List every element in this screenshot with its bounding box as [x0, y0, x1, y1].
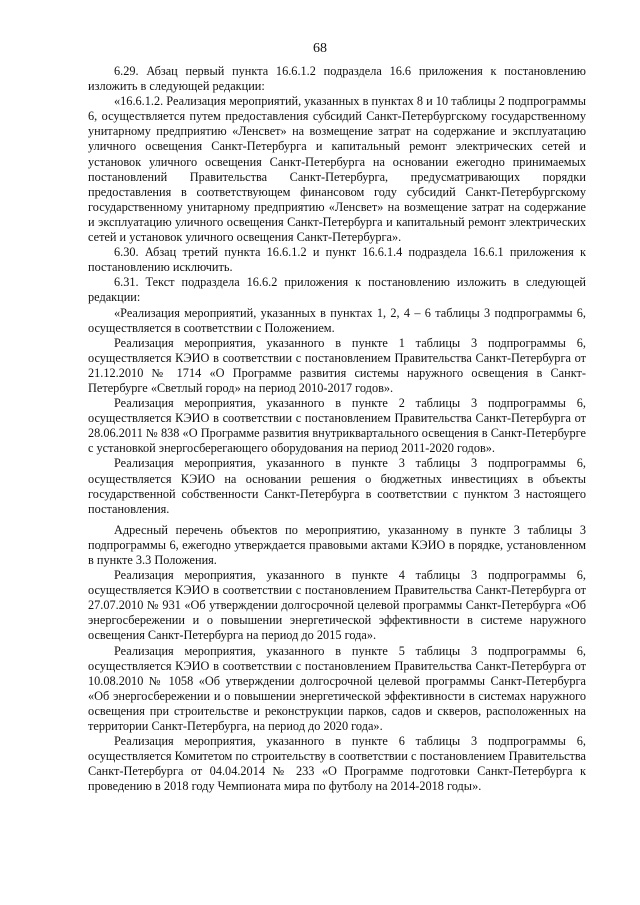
paragraph-measure-2: Реализация мероприятия, указанного в пункте 2 таблицы 3 подпрограммы 6, осуществляется КЭИО в соответствии с постановлением Правительства Санкт-Петербурга от 28.06.2011 № 838 «О Программе развития внутриквартального освещения в Санкт-Петербурге с установкой энергосберегающего оборудования на период 2011-2020 годов». [88, 396, 586, 456]
document-body [88, 64, 586, 795]
paragraph-measure-5: Реализация мероприятия, указанного в пункте 5 таблицы 3 подпрограммы 6, осуществляется КЭИО в соответствии с постановлением Правительства Санкт-Петербурга от 10.08.2010 № 1058 «Об утверждении долгосрочной целевой программы Санкт-Петербурга «Об энергосбережении и о повышении энергетической эффективности в системах наружного освещения при строительстве и реконструкции парков, садов и скверов, расположенных на территории Санкт-Петербурга, на период до 2020 года». [88, 643, 586, 734]
paragraph-6-30: 6.30. Абзац третий пункта 16.6.1.2 и пункт 16.6.1.4 подраздела 16.6.1 приложения к постановлению исключить. [88, 245, 586, 275]
paragraph-measure-4: Реализация мероприятия, указанного в пункте 4 таблицы 3 подпрограммы 6, осуществляется КЭИО в соответствии с постановлением Правительства Санкт-Петербурга от 27.07.2010 № 931 «Об утверждении долгосрочной целевой программы Санкт-Петербурга «Об энергосбережении и о повышении энергетической эффективности в системе наружного освещения Санкт-Петербурга на период до 2015 года». [88, 568, 586, 643]
paragraph-6-29: 6.29. Абзац первый пункта 16.6.1.2 подраздела 16.6 приложения к постановлению изложить в следующей редакции: [88, 64, 586, 94]
paragraph-measures-general: «Реализация мероприятий, указанных в пунктах 1, 2, 4 – 6 таблицы 3 подпрограммы 6, осуществляется в соответствии с Положением. [88, 305, 586, 335]
paragraph-16-6-1-2: «16.6.1.2. Реализация мероприятий, указанных в пунктах 8 и 10 таблицы 2 подпрограммы 6, осуществляется путем предоставления субсидий Санкт-Петербургскому государственному унитарному предприятию «Ленсвет» на возмещение затрат на содержание и эксплуатацию уличного освещения Санкт-Петербурга и капитальный ремонт электрических сетей и установок уличного освещения Санкт-Петербурга на основании ежегодно принимаемых постановлений Правительства Санкт-Петербурга, предусматривающих порядки предоставления в соответствующем финансовом году субсидий Санкт-Петербургскому государственному унитарному предприятию «Ленсвет» на возмещение затрат на содержание и эксплуатацию уличного освещения Санкт-Петербурга и капитальный ремонт электрических сетей и установок уличного освещения Санкт-Петербурга». [88, 94, 586, 245]
paragraph-measure-6: Реализация мероприятия, указанного в пункте 6 таблицы 3 подпрограммы 6, осуществляется Комитетом по строительству в соответствии с постановлением Правительства Санкт-Петербурга от 04.04.2014 № 233 «О Программе подготовки Санкт-Петербурга к проведению в 2018 году Чемпионата мира по футболу на 2014-2018 годы». [88, 734, 586, 794]
paragraph-6-31: 6.31. Текст подраздела 16.6.2 приложения к постановлению изложить в следующей редакции: [88, 275, 586, 305]
paragraph-address-list: Адресный перечень объектов по мероприятию, указанному в пункте 3 таблицы 3 подпрограммы 6, ежегодно утверждается правовыми актами КЭИО в порядке, установленном в пункте 3.3 Положения. [88, 522, 586, 567]
paragraph-measure-3: Реализация мероприятия, указанного в пункте 3 таблицы 3 подпрограммы 6, осуществляется КЭИО на основании решения о бюджетных инвестициях в объекты государственной собственности Санкт-Петербурга в соответствии с пунктом 3 настоящего постановления. [88, 456, 586, 516]
paragraph-measure-1: Реализация мероприятия, указанного в пункте 1 таблицы 3 подпрограммы 6, осуществляется КЭИО в соответствии с постановлением Правительства Санкт-Петербурга от 21.12.2010 № 1714 «О Программе развития системы наружного освещения в Санкт-Петербурге «Светлый город» на период 2010-2017 годов». [88, 335, 586, 395]
page-number: 68 [313, 41, 327, 56]
